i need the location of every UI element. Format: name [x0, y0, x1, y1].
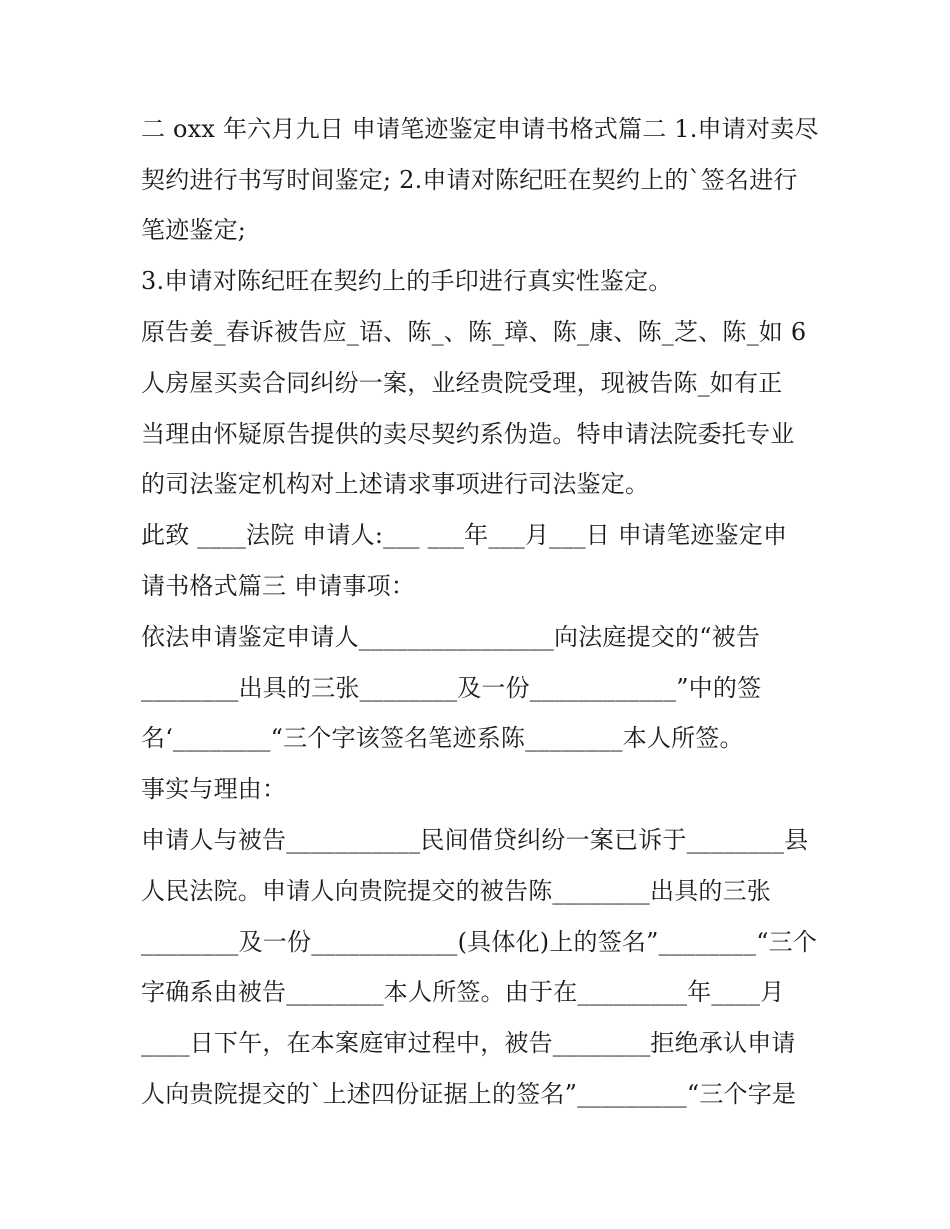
text-line-12: ________出具的三张________及一份____________”中的签 [141, 674, 762, 702]
text-line-5: 原告姜_春诉被告应_语、陈_、陈_璋、陈_康、陈_芝、陈_如 6 [141, 318, 807, 346]
text-line-1: 二 oxx 年六月九日 申请笔迹鉴定申请书格式篇二 1.申请对卖尽 [141, 115, 819, 143]
text-line-11: 依法申请鉴定申请人________________向法庭提交的“被告 [141, 623, 761, 651]
text-line-18: 字确系由被告________本人所签。由于在_________年____月 [141, 978, 785, 1006]
text-line-9: 此致 ____法院 申请人:___ ___年___月___日 申请笔迹鉴定申 [141, 521, 788, 549]
text-line-3: 笔迹鉴定; [141, 216, 247, 244]
text-line-10: 请书格式篇三 申请事项： [141, 572, 416, 600]
text-line-15: 申请人与被告___________民间借贷纠纷一案已诉于________县 [141, 826, 809, 854]
text-line-6: 人房屋买卖合同纠纷一案，业经贵院受理，现被告陈_如有正 [141, 369, 783, 397]
text-line-16: 人民法院。申请人向贵院提交的被告陈________出具的三张 [141, 877, 771, 905]
text-line-20: 人向贵院提交的`上述四份证据上的签名”_________“三个字是 [141, 1080, 797, 1108]
text-line-8: 的司法鉴定机构对上述请求事项进行司法鉴定。 [141, 470, 650, 498]
text-line-14: 事实与理由： [141, 775, 287, 803]
text-line-2: 契约进行书写时间鉴定; 2.申请对陈纪旺在契约上的`签名进行 [141, 166, 798, 194]
text-line-7: 当理由怀疑原告提供的卖尽契约系伪造。特申请法院委托专业 [141, 420, 795, 448]
text-line-17: ________及一份____________(具体化)上的签名”________“三个 [141, 928, 818, 956]
text-line-13: 名‘________“三个字该签名笔迹系陈________本人所签。 [141, 724, 744, 752]
text-line-19: ____日下午，在本案庭审过程中，被告________拒绝承认申请 [141, 1029, 796, 1057]
text-line-4: 3.申请对陈纪旺在契约上的手印进行真实性鉴定。 [141, 267, 673, 295]
